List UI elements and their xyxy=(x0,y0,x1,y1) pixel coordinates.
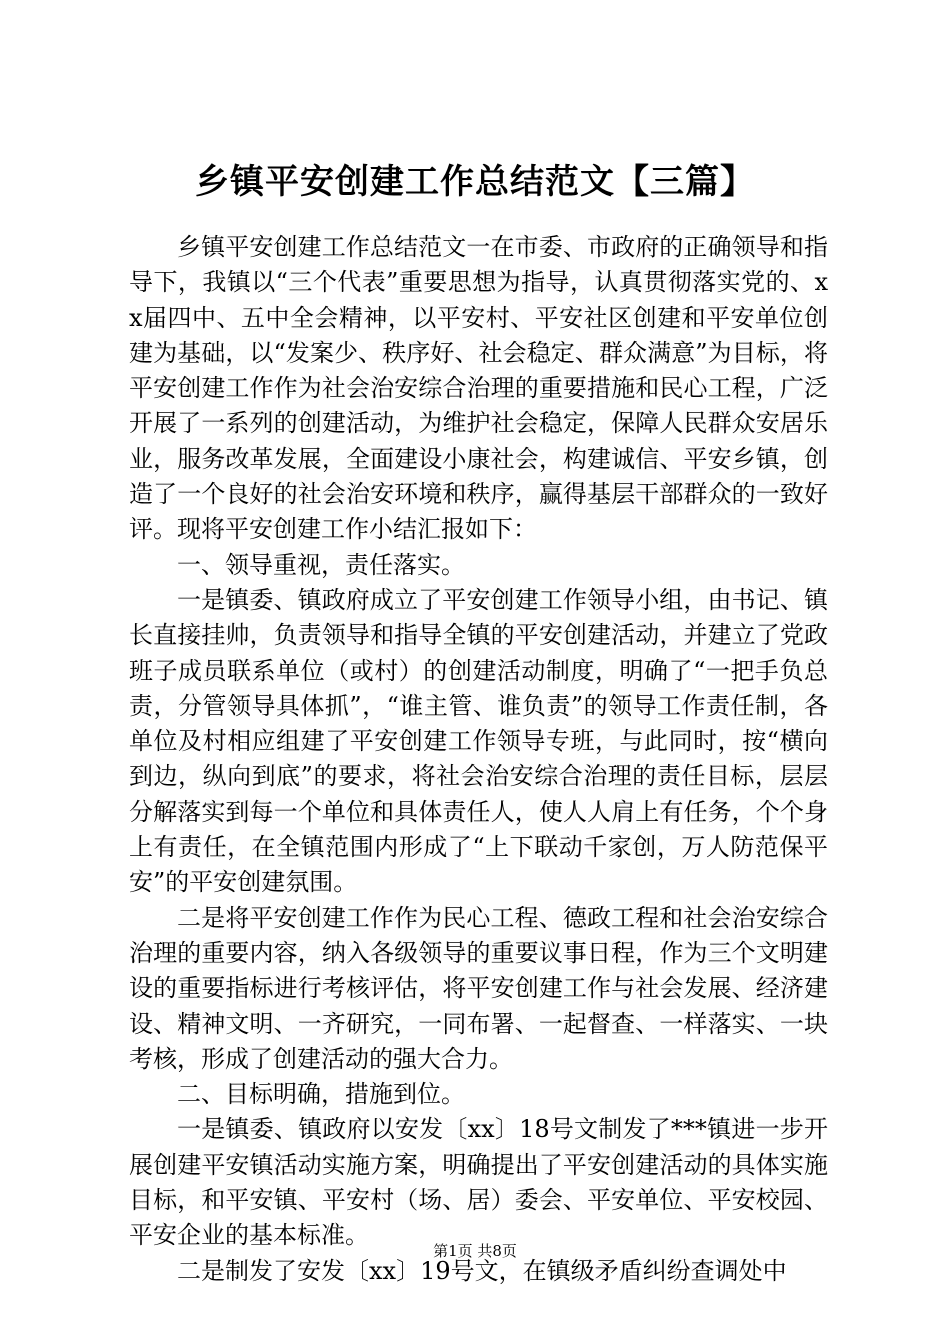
document-body xyxy=(129,230,828,1289)
page-number-footer: 第1页 共8页 xyxy=(433,1242,517,1260)
section-heading-2: 二、目标明确，措施到位。 xyxy=(177,1080,465,1109)
section-heading-1: 一、领导重视，责任落实。 xyxy=(177,550,465,579)
paragraph-intro: 乡镇平安创建工作总结范文一在市委、市政府的正确领导和指导下，我镇以“三个代表”重要思想为指导，认真贯彻落实党的、xx届四中、五中全会精神，以平安村、平安社区创建和平安单位创建为基础，以“发案少、秩序好、社会稳定、群众满意”为目标，将平安创建工作作为社会治安综合治理的重要措施和民心工程，广泛开展了一系列的创建活动，为维护社会稳定，保障人民群众安居乐业，服务改革发展，全面建设小康社会，构建诚信、平安乡镇，创造了一个良好的社会治安环境和秩序，赢得基层干部群众的一致好评。现将平安创建工作小结汇报如下： xyxy=(129,233,828,544)
paragraph-1-1: 一是镇委、镇政府成立了平安创建工作领导小组，由书记、镇长直接挂帅，负责领导和指导全镇的平安创建活动，并建立了党政班子成员联系单位（或村）的创建活动制度，明确了“一把手负总责，分管领导具体抓”，“谁主管、谁负责”的领导工作责任制，各单位及村相应组建了平安创建工作领导专班，与此同时，按“横向到边，纵向到底”的要求，将社会治安综合治理的责任目标，层层分解落实到每一个单位和具体责任人，使人人肩上有任务，个个身上有责任，在全镇范围内形成了“上下联动千家创，万人防范保平安”的平安创建氛围。 xyxy=(129,585,828,897)
paragraph-2-2: 二是制发了安发〔xx〕19号文，在镇级矛盾纠纷查调处中 xyxy=(177,1256,787,1285)
paragraph-1-2: 二是将平安创建工作作为民心工程、德政工程和社会治安综合治理的重要内容，纳入各级领导的重要议事日程，作为三个文明建设的重要指标进行考核评估，将平安创建工作与社会发展、经济建设、精神文明、一齐研究，一同布署、一起督查、一样落实、一块考核，形成了创建活动的强大合力。 xyxy=(129,903,828,1073)
document-title: 乡镇平安创建工作总结范文【三篇】 xyxy=(195,162,755,202)
paragraph-2-1: 一是镇委、镇政府以安发〔xx〕18号文制发了***镇进一步开展创建平安镇活动实施方案，明确提出了平安创建活动的具体实施目标，和平安镇、平安村（场、居）委会、平安单位、平安校园、平安企业的基本标准。 xyxy=(129,1115,828,1250)
